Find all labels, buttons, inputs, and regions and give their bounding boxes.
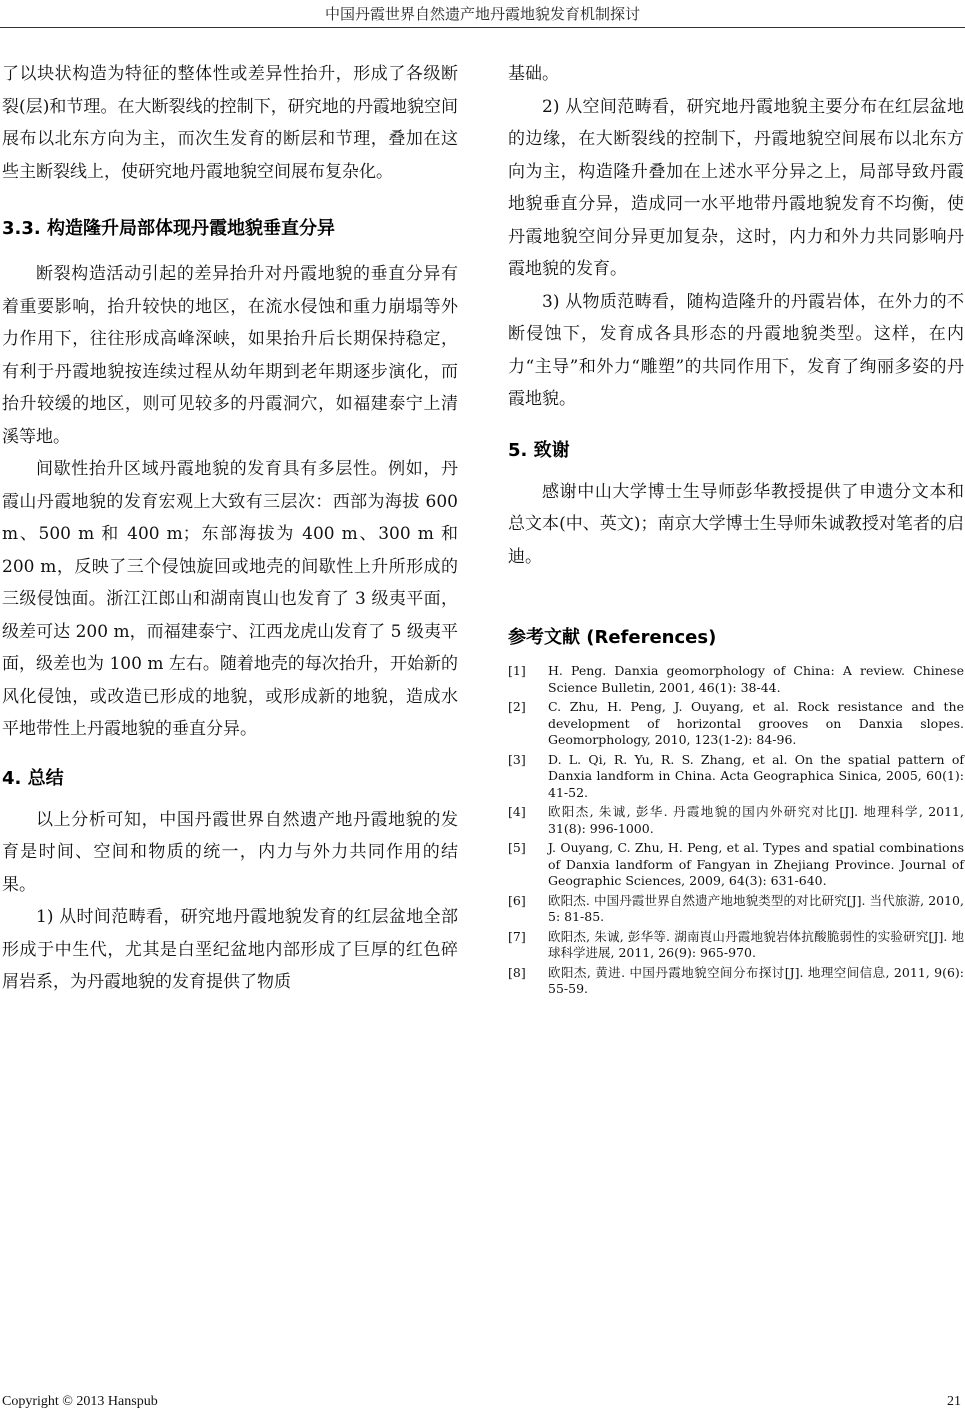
paragraph: 了以块状构造为特征的整体性或差异性抬升，形成了各级断裂(层)和节理。在大断裂线的控制下，研究地的丹霞地貌空间展布以北东方向为主，而次生发育的断层和节理，叠加在这些主断裂线上，使研究地丹霞地貌空间展布复杂化。 xyxy=(2,64,458,182)
reference-item xyxy=(508,840,964,890)
reference-number: [1] xyxy=(508,663,526,678)
reference-item xyxy=(508,893,964,926)
paragraph: 3) 从物质范畴看，随构造隆升的丹霞岩体，在外力的不断侵蚀下，发育成各具形态的丹霞地貌类型。这样，在内力“主导”和外力“雕塑”的共同作用下，发育了绚丽多姿的丹霞地貌。 xyxy=(508,291,964,409)
paragraph: 感谢中山大学博士生导师彭华教授提供了申遗分文本和总文本(中、英文)；南京大学博士生导师朱诚教授对笔者的启迪。 xyxy=(508,481,964,567)
reference-number: [2] xyxy=(508,699,526,714)
right-column xyxy=(508,58,964,1001)
section-heading-3-3: 3.3. 构造隆升局部体现丹霞地貌垂直分异 xyxy=(2,218,335,239)
references-heading: 参考文献 (References) xyxy=(508,627,717,648)
paragraph: 2) 从空间范畴看，研究地丹霞地貌主要分布在红层盆地的边缘，在大断裂线的控制下，丹霞地貌空间展布以北东方向为主，构造隆升叠加在上述水平分异之上，局部导致丹霞地貌垂直分异，造成同一水平地带丹霞地貌发育不均衡，使丹霞地貌空间分异更加复杂，这时，内力和外力共同影响丹霞地貌的发育。 xyxy=(508,96,964,279)
paragraph: 基础。 xyxy=(508,64,559,84)
section-heading-4: 4. 总结 xyxy=(2,767,64,789)
reference-text: D. L. Qi, R. Yu, R. S. Zhang, et al. On the spatial pattern of Danxia landform in China. Acta Geographica Sinica, 2005, 60(1): 41-52. xyxy=(548,751,964,800)
reference-number: [3] xyxy=(508,751,526,767)
running-header: 中国丹霞世界自然遗产地丹霞地貌发育机制探讨 xyxy=(324,5,640,23)
reference-number: [6] xyxy=(508,892,526,908)
reference-list xyxy=(508,663,964,998)
reference-text: 欧阳杰, 朱诚, 彭华等. 湖南崀山丹霞地貌岩体抗酸脆弱性的实验研究[J]. 地球科学进展, 2011, 26(9): 965-970. xyxy=(548,928,964,960)
reference-item xyxy=(508,663,964,696)
left-column xyxy=(2,58,458,999)
section-heading-5: 5. 致谢 xyxy=(508,439,570,461)
header-rule xyxy=(0,27,965,28)
reference-item xyxy=(508,804,964,837)
reference-item xyxy=(508,929,964,962)
paragraph: 以上分析可知，中国丹霞世界自然遗产地丹霞地貌的发育是时间、空间和物质的统一，内力与外力共同作用的结果。 xyxy=(2,809,458,895)
reference-number: [7] xyxy=(508,928,526,944)
reference-number: [8] xyxy=(508,964,526,980)
footer-copyright: Copyright © 2013 Hanspub xyxy=(2,1394,158,1409)
reference-text: 欧阳杰. 中国丹霞世界自然遗产地地貌类型的对比研究[J]. 当代旅游, 2010, 5: 81-85. xyxy=(548,892,964,924)
reference-item xyxy=(508,965,964,998)
reference-text: H. Peng. Danxia geomorphology of China: A review. Chinese Science Bulletin, 2001, 46(1): 38-44. xyxy=(548,663,964,695)
reference-item xyxy=(508,699,964,749)
reference-text: C. Zhu, H. Peng, J. Ouyang, et al. Rock resistance and the development of horizontal grooves on Danxia slopes. Geomorphology, 2010, 123(1-2): 84-96. xyxy=(548,699,964,747)
reference-text: J. Ouyang, C. Zhu, H. Peng, et al. Types and spatial combinations of Danxia landform of Fangyan in Zhejiang Province. Journal of Geographic Sciences, 2009, 64(3): 631-640. xyxy=(548,840,964,888)
reference-text: 欧阳杰, 朱诚, 彭华. 丹霞地貌的国内外研究对比[J]. 地理科学, 2011, 31(8): 996-1000. xyxy=(548,804,964,836)
page-number: 21 xyxy=(947,1394,961,1409)
reference-item xyxy=(508,752,964,802)
paragraph: 1) 从时间范畴看，研究地丹霞地貌发育的红层盆地全部形成于中生代，尤其是白垩纪盆地内部形成了巨厚的红色碎屑岩系，为丹霞地貌的发育提供了物质 xyxy=(2,907,458,992)
reference-text: 欧阳杰, 黄进. 中国丹霞地貌空间分布探讨[J]. 地理空间信息, 2011, 9(6): 55-59. xyxy=(548,964,964,996)
paragraph: 间歇性抬升区域丹霞地貌的发育具有多层性。例如，丹霞山丹霞地貌的发育宏观上大致有三层次：西部为海拔 600 m、500 m 和 400 m；东部海拔为 400 m、300 m 和 200 m，反映了三个侵蚀旋回或地壳的间歇性上升所形成的三级侵蚀面。浙江江郎山和湖南崀山也发育了 3 级夷平面，级差可达 200 m，而福建泰宁、江西龙虎山发育了 5 级夷平面，级差也为 100 m 左右。随着地壳的每次抬升，开始新的风化侵蚀，或改造已形成的地貌，或形成新的地貌，造成水平地带性上丹霞地貌的垂直分异。 xyxy=(2,459,458,739)
reference-number: [5] xyxy=(508,840,526,855)
paragraph: 断裂构造活动引起的差异抬升对丹霞地貌的垂直分异有着重要影响，抬升较快的地区，在流水侵蚀和重力崩塌等外力作用下，往往形成高峰深峡，如果抬升后长期保持稳定，有利于丹霞地貌按连续过程从幼年期到老年期逐步演化，而抬升较缓的地区，则可见较多的丹霞洞穴，如福建泰宁上清溪等地。 xyxy=(2,264,458,447)
reference-number: [4] xyxy=(508,804,526,819)
